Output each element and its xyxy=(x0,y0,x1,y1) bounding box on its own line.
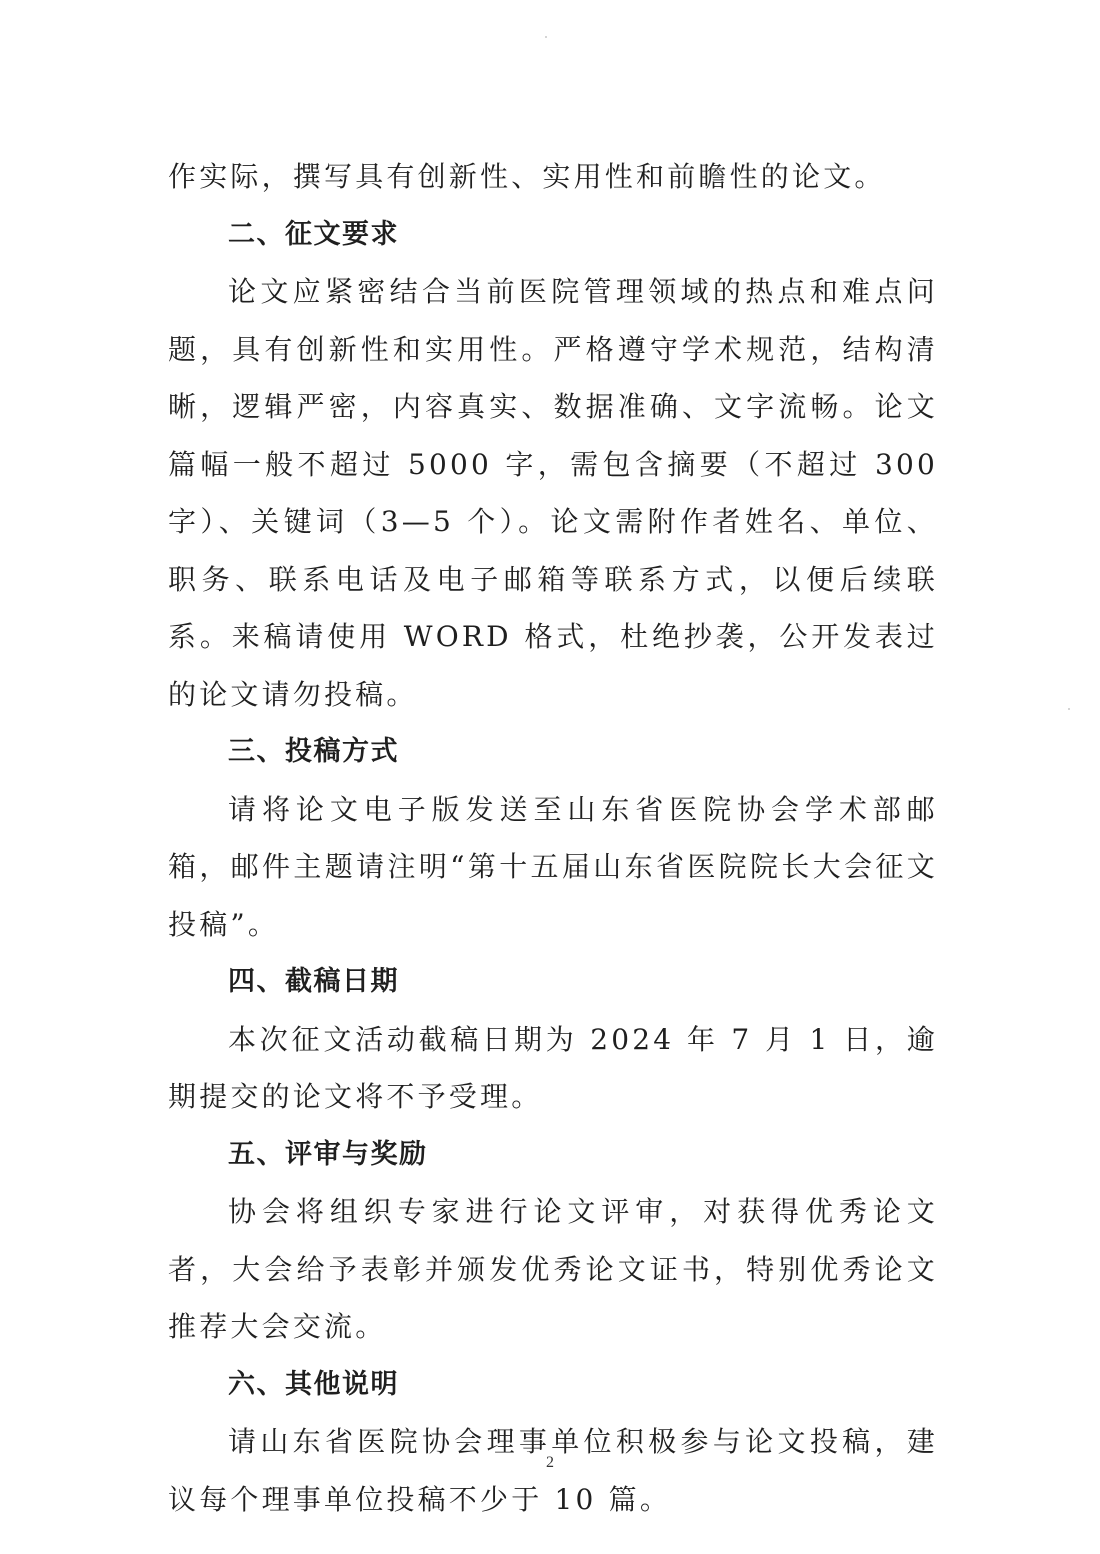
document-body xyxy=(168,148,938,1528)
section-heading-other-notes: 六、其他说明 xyxy=(228,1368,399,1400)
section-heading-deadline: 四、截稿日期 xyxy=(228,966,399,997)
paragraph-review-awards: 协会将组织专家进行论文评审，对获得优秀论文者，大会给予表彰并颁发优秀论文证书，特别优秀论文推荐大会交流。 xyxy=(168,1195,938,1343)
paragraph-continuation: 作实际，撰写具有创新性、实用性和前瞻性的论文。 xyxy=(168,160,886,193)
section-heading-requirements: 二、征文要求 xyxy=(228,218,399,250)
section-heading-review-awards: 五、评审与奖励 xyxy=(228,1138,428,1170)
section-heading-submission-method: 三、投稿方式 xyxy=(228,736,399,767)
paragraph-requirements: 论文应紧密结合当前医院管理领域的热点和难点问题，具有创新性和实用性。严格遵守学术规范，结构清晰，逻辑严密，内容真实、数据准确、文字流畅。论文篇幅一般不超过 5000 字，需包含摘要（不超过 300 字）、关键词（3—5 个）。论文需附作者姓名、单位、职务、联系电话及电子邮箱等联系方式，以便后续联系。来稿请使用 WORD 格式，杜绝抄袭，公开发表过的论文请勿投稿。 xyxy=(168,275,938,711)
scan-speck xyxy=(545,36,547,38)
paragraph-other-notes: 请山东省医院协会理事单位积极参与论文投稿，建议每个理事单位投稿不少于 10 篇。 xyxy=(168,1425,938,1516)
scan-speck xyxy=(1068,708,1070,710)
paragraph-deadline: 本次征文活动截稿日期为 2024 年 7 月 1 日，逾期提交的论文将不予受理。 xyxy=(168,1022,938,1113)
paragraph-submission-method: 请将论文电子版发送至山东省医院协会学术部邮箱，邮件主题请注明“第十五届山东省医院院长大会征文投稿”。 xyxy=(168,792,938,941)
page-number: 2 xyxy=(546,1454,554,1471)
